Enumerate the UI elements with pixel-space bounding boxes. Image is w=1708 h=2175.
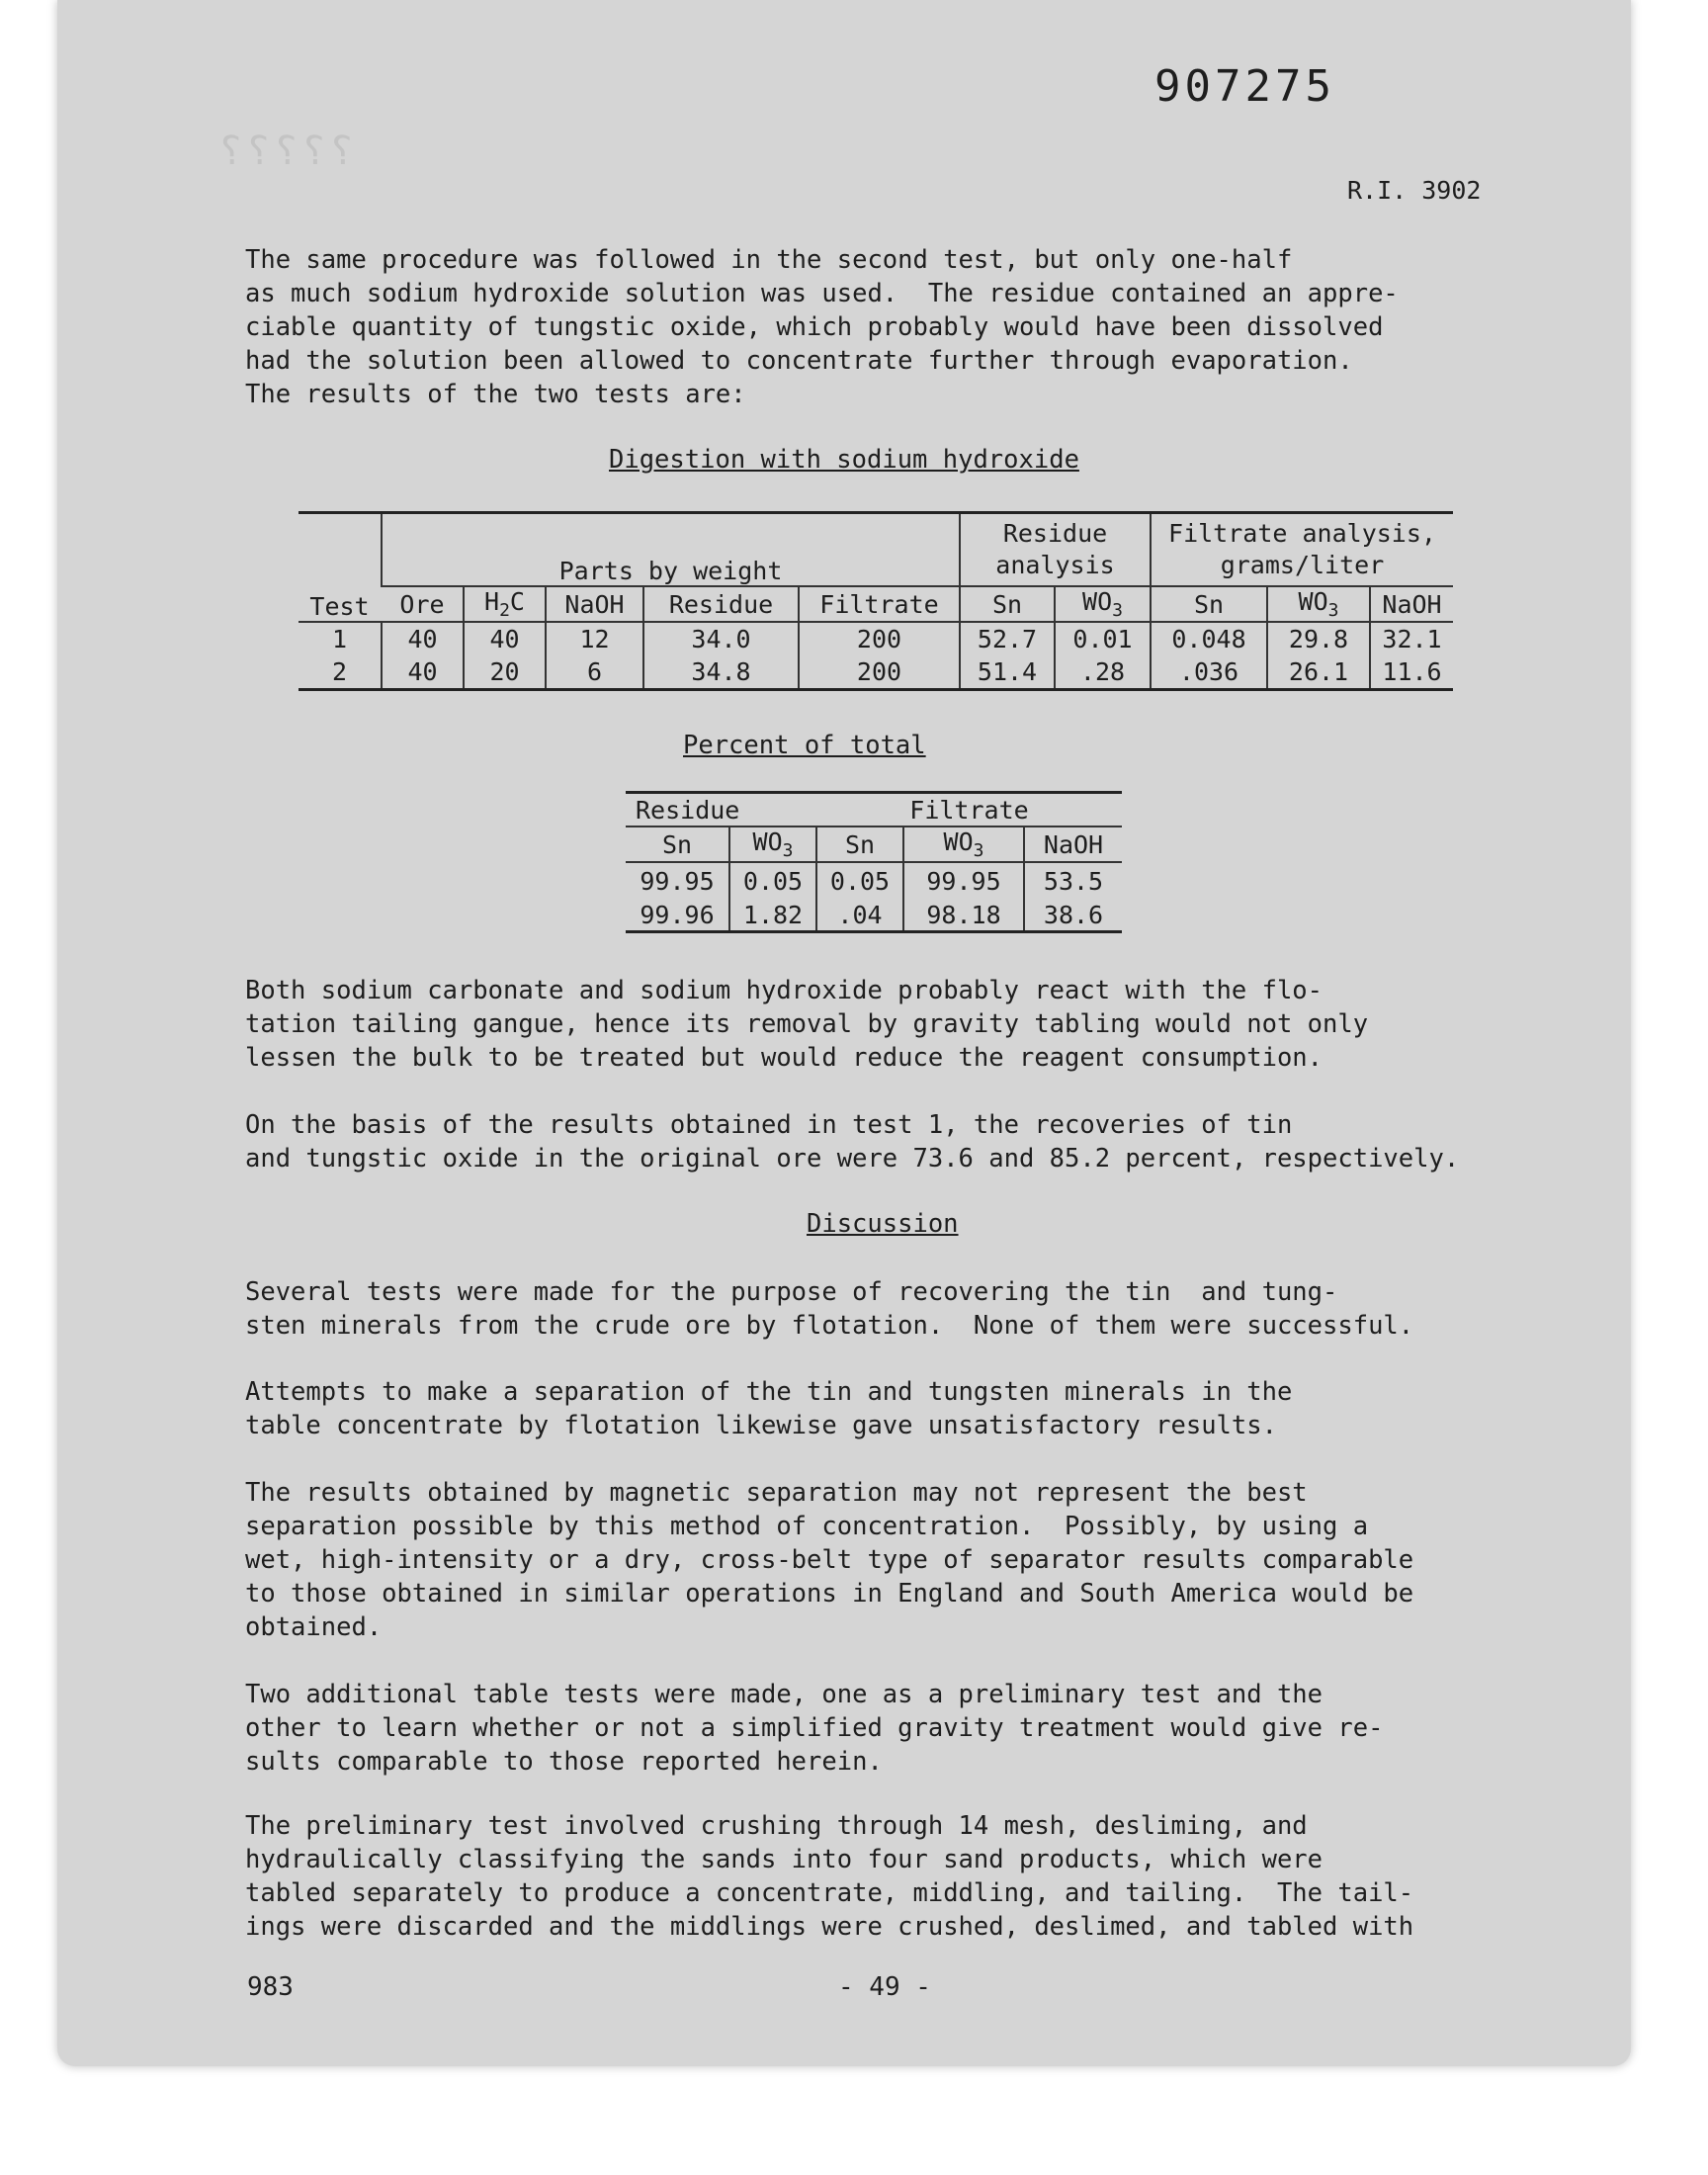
table-cell: 99.96 [640, 900, 715, 929]
table-cell: 99.95 [640, 866, 715, 896]
discussion-heading: Discussion [807, 1209, 959, 1239]
col-h2c: $H_2C$ [464, 586, 546, 622]
table-cell: 40 [464, 622, 546, 655]
table-row [626, 899, 1122, 932]
table-row [626, 862, 1122, 899]
col-residue-wo3: $WO_3$ [729, 826, 816, 862]
table-cell: 40 [382, 655, 464, 690]
footer-number: 983 [247, 1972, 294, 2002]
paragraph-magnetic: The results obtained by magnetic separation may not represent the best separation possible by this method of concentration. Possibly, by using a wet, high-intensity or a dry, cross-belt type of separator results comparable to those obtained in similar operations in England and South America would be obtained. [245, 1478, 1414, 1642]
table-cell: 99.95 [903, 862, 1024, 899]
paragraph-intro: The same procedure was followed in the second test, but only one-half as much sodium hydroxide solution was used. The residue contained an appre- ciable quantity of tungstic oxide, which probably would have been dissolved had the solution been allowed to concentrate further through evaporation. The results of the two tests are: [245, 245, 1399, 409]
percent-table [626, 791, 1122, 933]
table-cell: 1.82 [729, 899, 816, 932]
group-filtrate-analysis: Filtrate analysis, grams/liter [1151, 513, 1453, 587]
table-cell: 2 [331, 657, 348, 686]
col-residue: Residue [643, 586, 799, 622]
table-cell: .28 [1055, 655, 1151, 690]
digestion-table [299, 511, 1453, 691]
col-filtrate-wo3: $WO_3$ [903, 826, 1024, 862]
table-cell: 29.8 [1267, 622, 1370, 655]
col-residue-sn: Sn [960, 586, 1055, 622]
table-cell: 11.6 [1370, 655, 1453, 690]
paragraph-table-tests: Two additional table tests were made, one as a preliminary test and the other to learn whether or not a simplified gravity treatment would give re- sults comparable to those reported herein. [245, 1680, 1384, 1777]
table-cell: 52.7 [960, 622, 1055, 655]
table-cell: 0.05 [816, 862, 903, 899]
table-cell: .036 [1151, 655, 1267, 690]
col-filtrate-naoh: NaOH [1370, 586, 1453, 622]
col-filtrate-wo3: $WO_3$ [1267, 586, 1370, 622]
table-cell: 200 [799, 622, 960, 655]
document-number: 907275 [1154, 61, 1335, 112]
table2-title: Percent of total [683, 731, 926, 760]
table1-title: Digestion with sodium hydroxide [609, 445, 1079, 475]
document-page [57, 0, 1631, 2066]
report-id: R.I. 3902 [1347, 176, 1482, 205]
col-ore: Ore [382, 586, 464, 622]
table-cell: 32.1 [1370, 622, 1453, 655]
col-residue-wo3: $WO_3$ [1055, 586, 1151, 622]
col-residue-sn: Sn [626, 826, 729, 862]
table-cell: 53.5 [1024, 862, 1122, 899]
bleed-through-mark: ????? [215, 129, 355, 174]
table-cell: 6 [546, 655, 643, 690]
paragraph-recoveries: On the basis of the results obtained in test 1, the recoveries of tin and tungstic oxide in the original ore were 73.6 and 85.2 percent, respectively. [245, 1110, 1460, 1174]
table-cell: 12 [546, 622, 643, 655]
paragraph-flotation: Several tests were made for the purpose of recovering the tin and tung- sten minerals from the crude ore by flotation. None of them were successful. [245, 1277, 1414, 1341]
paragraph-preliminary: The preliminary test involved crushing through 14 mesh, desliming, and hydraulically classifying the sands into four sand products, which were tabled separately to produce a concentrate, middling, and tailing. The tail- ings were discarded and the middlings were crushed, deslimed, and tabled with [245, 1811, 1414, 1942]
col-filtrate: Filtrate [799, 586, 960, 622]
table-cell: 38.6 [1024, 899, 1122, 932]
col-filtrate-naoh: NaOH [1024, 826, 1122, 862]
table-cell: 200 [799, 655, 960, 690]
table-cell: 98.18 [903, 899, 1024, 932]
table-cell: 20 [464, 655, 546, 690]
group-residue: Residue [626, 793, 816, 827]
table-cell: 34.0 [643, 622, 799, 655]
group-parts-by-weight: Parts by weight [382, 513, 960, 587]
group-filtrate: Filtrate [816, 793, 1122, 827]
table-row [299, 622, 1453, 655]
table-row [299, 655, 1453, 690]
table-cell: 0.048 [1151, 622, 1267, 655]
group-residue-analysis: Residue analysis [960, 513, 1151, 587]
table-cell: 0.01 [1055, 622, 1151, 655]
paragraph-reagents: Both sodium carbonate and sodium hydroxide probably react with the flo- tation tailing gangue, hence its removal by gravity tabling would not only lessen the bulk to be treated but would reduce the reagent consumption. [245, 976, 1369, 1073]
col-test: Test [299, 513, 382, 623]
table-cell: 51.4 [960, 655, 1055, 690]
table-cell: 1 [331, 625, 348, 653]
page-number: - 49 - [838, 1972, 931, 2002]
col-filtrate-sn: Sn [1151, 586, 1267, 622]
table-cell: 40 [382, 622, 464, 655]
paragraph-separation: Attempts to make a separation of the tin and tungsten minerals in the table concentrate by flotation likewise gave unsatisfactory results. [245, 1377, 1293, 1440]
col-filtrate-sn: Sn [816, 826, 903, 862]
table-cell: 0.05 [729, 862, 816, 899]
col-naoh: NaOH [546, 586, 643, 622]
table-cell: 34.8 [643, 655, 799, 690]
table-cell: 26.1 [1267, 655, 1370, 690]
table-cell: .04 [816, 899, 903, 932]
